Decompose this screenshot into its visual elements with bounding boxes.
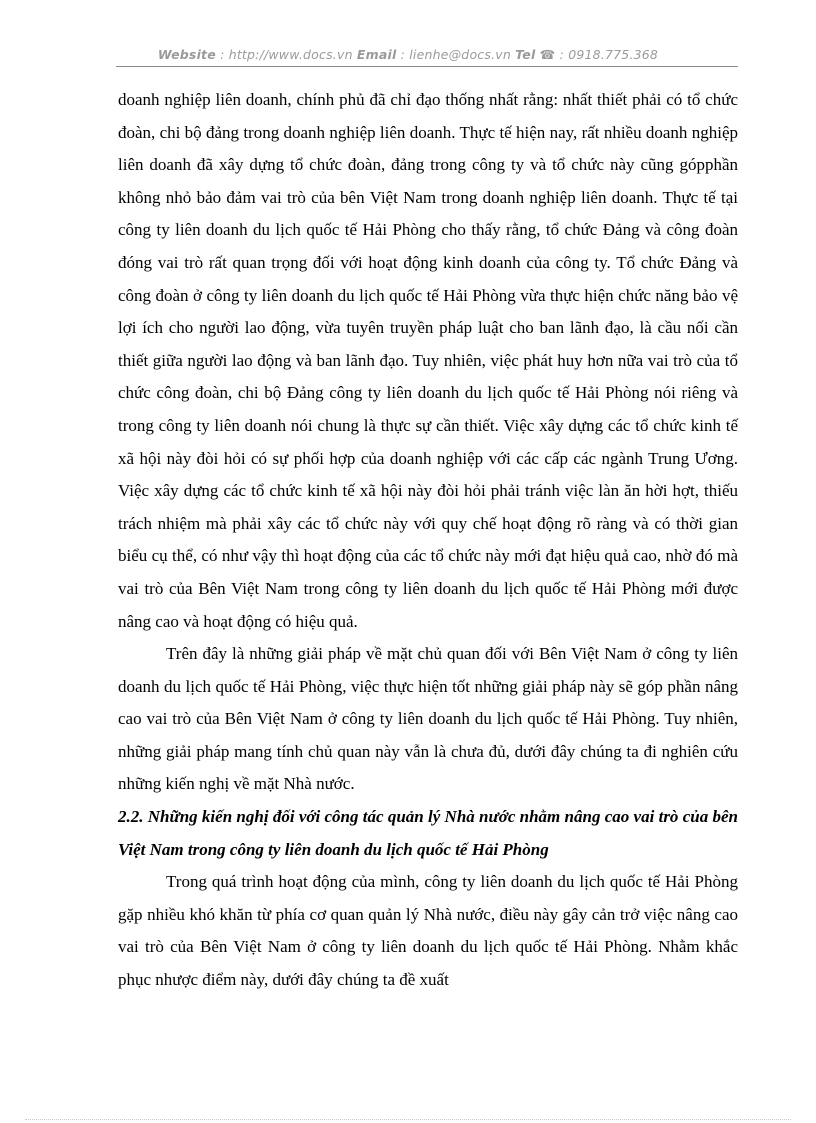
phone-icon: ☎: [539, 47, 556, 62]
tel-label: Tel: [515, 47, 536, 62]
header-divider: [116, 66, 738, 67]
document-body: [118, 84, 738, 997]
email-value: : lienhe@docs.vn: [400, 47, 511, 62]
email-label: Email: [356, 47, 397, 62]
paragraph-summary: Trên đây là những giải pháp về mặt chủ quan đối với Bên Việt Nam ở công ty liên doanh du lịch quốc tế Hải Phòng, việc thực hiện tốt những giải pháp này sẽ góp phần nâng cao vai trò của Bên Việt Nam ở công ty liên doanh du lịch quốc tế Hải Phòng. Tuy nhiên, những giải pháp mang tính chủ quan này vẫn là chưa đủ, dưới đây chúng ta đi nghiên cứu những kiến nghị về mặt Nhà nước.: [118, 644, 738, 794]
page-header: [0, 47, 816, 62]
footer-divider: [25, 1119, 791, 1120]
paragraph-section-intro: Trong quá trình hoạt động của mình, công ty liên doanh du lịch quốc tế Hải Phòng gặp nhiều khó khăn từ phía cơ quan quản lý Nhà nước, điều này gây cản trở việc nâng cao vai trò của Bên Việt Nam ở công ty liên doanh du lịch quốc tế Hải Phòng. Nhằm khắc phục nhược điểm này, dưới đây chúng ta đề xuất: [118, 872, 738, 990]
section-heading: 2.2. Những kiến nghị đối với công tác quản lý Nhà nước nhằm nâng cao vai trò của bên Việt Nam trong công ty liên doanh du lịch quốc tế Hải Phòng: [118, 807, 738, 859]
paragraph-continuation: doanh nghiệp liên doanh, chính phủ đã chỉ đạo thống nhất rằng: nhất thiết phải có tổ chức đoàn, chi bộ đảng trong doanh nghiệp liên doanh. Thực tế hiện nay, rất nhiều doanh nghiệp liên doanh đã xây dựng tổ chức đoàn, đảng trong công ty và tổ chức này cũng gópphần không nhỏ bảo đảm vai trò của bên Việt Nam trong doanh nghiệp liên doanh. Thực tế tại công ty liên doanh du lịch quốc tế Hải Phòng cho thấy rằng, tổ chức Đảng và công đoàn đóng vai trò rất quan trọng đối với hoạt động kinh doanh của công ty. Tổ chức Đảng và công đoàn ở công ty liên doanh du lịch quốc tế Hải Phòng vừa thực hiện chức năng bảo vệ lợi ích cho người lao động, vừa tuyên truyền pháp luật cho ban lãnh đạo, là cầu nối cần thiết giữa người lao động và ban lãnh đạo. Tuy nhiên, việc phát huy hơn nữa vai trò của tổ chức công đoàn, chi bộ Đảng công ty liên doanh du lịch quốc tế Hải Phòng nói riêng và trong công ty liên doanh nói chung là thực sự cần thiết. Việc xây dựng các tổ chức kinh tế xã hội này đòi hỏi có sự phối hợp của doanh nghiệp với các cấp các ngành Trung Ương. Việc xây dựng các tổ chức kinh tế xã hội này đòi hỏi phải tránh việc làn ăn hời hợt, thiếu trách nhiệm mà phải xây các tổ chức này với quy chế hoạt động rõ ràng và có thời gian biểu cụ thể, có như vậy thì hoạt động của các tổ chức này mới đạt hiệu quả cao, nhờ đó mà vai trò của Bên Việt Nam trong công ty liên doanh du lịch quốc tế Hải Phòng mới được nâng cao và hoạt động có hiệu quả.: [118, 90, 738, 631]
website-label: Website: [157, 47, 216, 62]
website-value: : http://www.docs.vn: [220, 47, 353, 62]
tel-value: : 0918.775.368: [559, 47, 659, 62]
